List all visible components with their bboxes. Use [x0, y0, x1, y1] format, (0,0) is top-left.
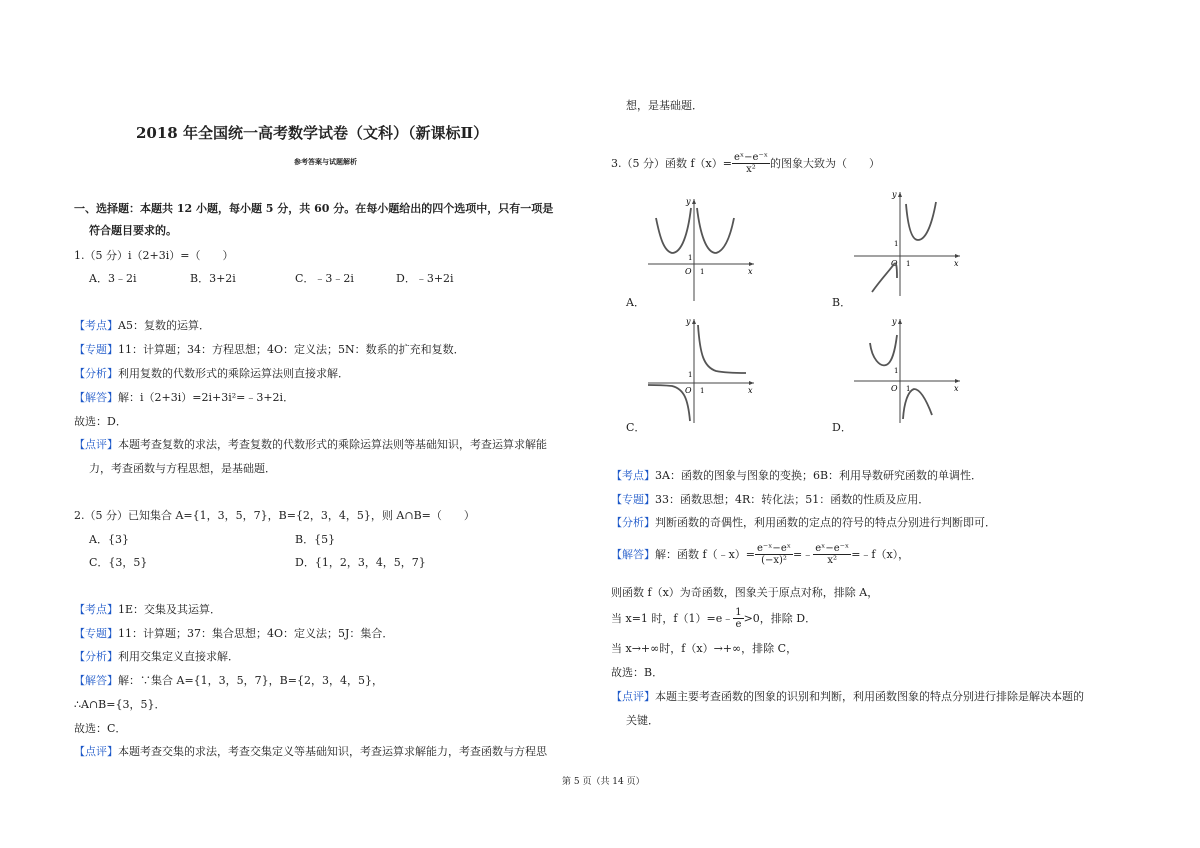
jieda-mid: =﹣ [792, 548, 814, 561]
zhuanti-tag: 【专题】 [611, 493, 655, 506]
dianping-tag: 【点评】 [74, 438, 118, 451]
fraction-numerator: eˣ−e⁻ˣ [733, 151, 768, 163]
fraction-numerator: eˣ−e⁻ˣ [815, 542, 850, 554]
q1-option-b: B．3+2i [190, 272, 236, 285]
curve-left [870, 335, 897, 365]
page-subtitle: 参考答案与试题解析 [294, 157, 357, 166]
q3-dianping-cont: 关键． [626, 714, 659, 727]
kaodian-text: 3A：函数的图象与图象的变换；6B：利用导数研究函数的单调性． [655, 469, 983, 482]
axis-y-label: y [686, 197, 691, 206]
tick-label: 1 [894, 240, 899, 248]
q2-fenxi [74, 648, 239, 664]
tick-label: 1 [688, 371, 693, 379]
curve-left [656, 208, 691, 253]
line-x1-prefix: 当 x=1 时，f（1）=e﹣ [611, 612, 734, 625]
graph-label-a: A． [626, 296, 645, 309]
q3-fraction [732, 152, 770, 175]
fraction-2 [813, 543, 851, 566]
q3-line-odd: 则函数 f（x）为奇函数，图象关于原点对称，排除 A， [611, 586, 879, 599]
fenxi-tag: 【分析】 [611, 516, 655, 529]
axis-x-label: x [748, 267, 753, 276]
graph-b [852, 188, 964, 300]
jieda-suffix: =﹣f（x）， [851, 548, 910, 561]
curve-right [697, 208, 734, 253]
q1-fenxi [74, 365, 349, 381]
section-heading-line2: 符合题目要求的。 [89, 224, 177, 237]
q3-jieda [611, 538, 909, 570]
axis-y-label: y [686, 317, 691, 326]
q1-option-d: D．﹣3+2i [396, 272, 454, 285]
q1-dianping-cont: 力，考查函数与方程思想，是基础题． [89, 462, 276, 475]
dianping-text: 本题主要考查函数的图象的识别和判断，利用函数图象的特点分别进行排除是解决本题的 [655, 690, 1084, 703]
axis-y-label: y [892, 317, 897, 326]
fraction-denominator: x² [827, 554, 838, 566]
line-x1-suffix: >0，排除 D． [743, 612, 817, 625]
q3-zhuanti [611, 491, 929, 507]
origin-label: O [685, 267, 692, 276]
curve-right [903, 389, 932, 419]
page-footer: 第 5 页（共 14 页） [562, 777, 645, 787]
page-title: 2018 年全国统一高考数学试卷（文科）（新课标Ⅱ） [136, 124, 489, 142]
axis-x-label: x [954, 384, 959, 393]
axis-x-label: x [954, 259, 959, 268]
origin-label: O [685, 386, 692, 395]
dianping-text: 本题考查复数的求法，考查复数的代数形式的乘除运算法则等基础知识，考查运算求解能 [118, 438, 547, 451]
zhuanti-text: 33：函数思想；4R：转化法；51：函数的性质及应用． [655, 493, 930, 506]
q1-dianping [74, 436, 547, 452]
q1-jieda [74, 389, 294, 405]
fraction-1 [755, 543, 793, 566]
tick-label: 1 [688, 254, 693, 262]
kaodian-tag: 【考点】 [74, 603, 118, 616]
q1-kaodian [74, 317, 210, 333]
jieda-tag: 【解答】 [611, 548, 655, 561]
curve-left [648, 385, 690, 421]
curve-right [698, 325, 746, 373]
zhuanti-tag: 【专题】 [74, 627, 118, 640]
origin-label: O [891, 384, 898, 393]
zhuanti-tag: 【专题】 [74, 343, 118, 356]
axis-y-label: y [892, 190, 897, 199]
q3-stem [611, 148, 880, 178]
q1-option-a: A．3﹣2i [89, 272, 137, 285]
q2-dianping [74, 743, 547, 759]
fenxi-tag: 【分析】 [74, 650, 118, 663]
jieda-text: 解：∵集合 A={1，3，5，7}，B={2，3，4，5}， [118, 674, 383, 687]
tick-label: 1 [906, 385, 911, 393]
q2-option-c: C．{3，5} [89, 556, 148, 569]
fenxi-text: 利用复数的代数形式的乘除运算法则直接求解． [118, 367, 349, 380]
curve-left [872, 264, 894, 292]
tick-label: 1 [894, 367, 899, 375]
zhuanti-text: 11：计算题；37：集合思想；4O：定义法；5J：集合． [118, 627, 394, 640]
q3-line-inf: 当 x→+∞时，f（x）→+∞，排除 C， [611, 642, 798, 655]
graph-label-d: D． [832, 421, 852, 434]
tick-label: 1 [700, 268, 705, 276]
q2-answer: 故选：C． [74, 722, 127, 735]
kaodian-text: A5：复数的运算． [118, 319, 210, 332]
origin-label: O [891, 259, 898, 268]
axis-x-label: x [748, 386, 753, 395]
kaodian-tag: 【考点】 [611, 469, 655, 482]
q2-option-a: A．{3} [89, 533, 129, 546]
q1-option-c: C．﹣3﹣2i [295, 272, 354, 285]
q3-stem-prefix: 3.（5 分）函数 f（x）= [611, 157, 732, 170]
fraction-3 [733, 607, 743, 630]
q2-jieda-line2: ∴A∩B={3，5}． [74, 698, 166, 711]
jieda-text: 解：i（2+3i）=2i+3i²=﹣3+2i． [118, 391, 295, 404]
section-heading-line1: 一、选择题：本题共 12 小题，每小题 5 分，共 60 分。在每小题给出的四个选项中，只有一项是 [74, 202, 554, 215]
q3-kaodian [611, 467, 982, 483]
jieda-text: 解：函数 f（﹣x）= [655, 548, 755, 561]
graph-label-c: C． [626, 421, 646, 434]
fraction-denominator: e [735, 618, 742, 630]
q2-jieda [74, 672, 383, 688]
fenxi-tag: 【分析】 [74, 367, 118, 380]
tick-label: 1 [906, 260, 911, 268]
graph-a [646, 193, 758, 305]
graph-d [852, 315, 964, 427]
q1-stem: 1.（5 分）i（2+3i）=（ ） [74, 249, 234, 262]
q3-stem-suffix: 的图象大致为（ ） [769, 157, 880, 170]
fraction-denominator: x² [746, 163, 756, 175]
dianping-tag: 【点评】 [74, 745, 118, 758]
fraction-numerator: e⁻ˣ−eˣ [757, 542, 791, 554]
dianping-text: 本题考查交集的求法，考查交集定义等基础知识，考查运算求解能力，考查函数与方程思 [118, 745, 547, 758]
q3-answer: 故选：B． [611, 666, 664, 679]
q2-dianping-cont: 想，是基础题． [626, 99, 703, 112]
graph-c [646, 315, 758, 427]
zhuanti-text: 11：计算题；34：方程思想；4O：定义法；5N：数系的扩充和复数． [118, 343, 465, 356]
q2-option-d: D．{1，2，3，4，5，7} [295, 556, 426, 569]
fenxi-text: 利用交集定义直接求解． [118, 650, 239, 663]
kaodian-tag: 【考点】 [74, 319, 118, 332]
q2-stem: 2.（5 分）已知集合 A={1，3，5，7}，B={2，3，4，5}，则 A∩B=（ ） [74, 509, 475, 522]
tick-label: 1 [700, 387, 705, 395]
graph-label-b: B． [832, 296, 852, 309]
fraction-denominator: (−x)² [761, 554, 787, 566]
q1-answer: 故选：D． [74, 415, 127, 428]
q2-zhuanti [74, 625, 393, 641]
fenxi-text: 判断函数的奇偶性，利用函数的定点的符号的特点分别进行判断即可． [655, 516, 996, 529]
jieda-tag: 【解答】 [74, 391, 118, 404]
curve-right [906, 202, 936, 240]
dianping-tag: 【点评】 [611, 690, 655, 703]
q1-zhuanti [74, 341, 465, 357]
q3-fenxi [611, 514, 996, 530]
q3-line-x1 [611, 602, 816, 634]
kaodian-text: 1E：交集及其运算． [118, 603, 222, 616]
q2-option-b: B．{5} [295, 533, 336, 546]
fraction-numerator: 1 [735, 606, 742, 618]
q2-kaodian [74, 601, 221, 617]
jieda-tag: 【解答】 [74, 674, 118, 687]
q3-dianping [611, 688, 1084, 704]
